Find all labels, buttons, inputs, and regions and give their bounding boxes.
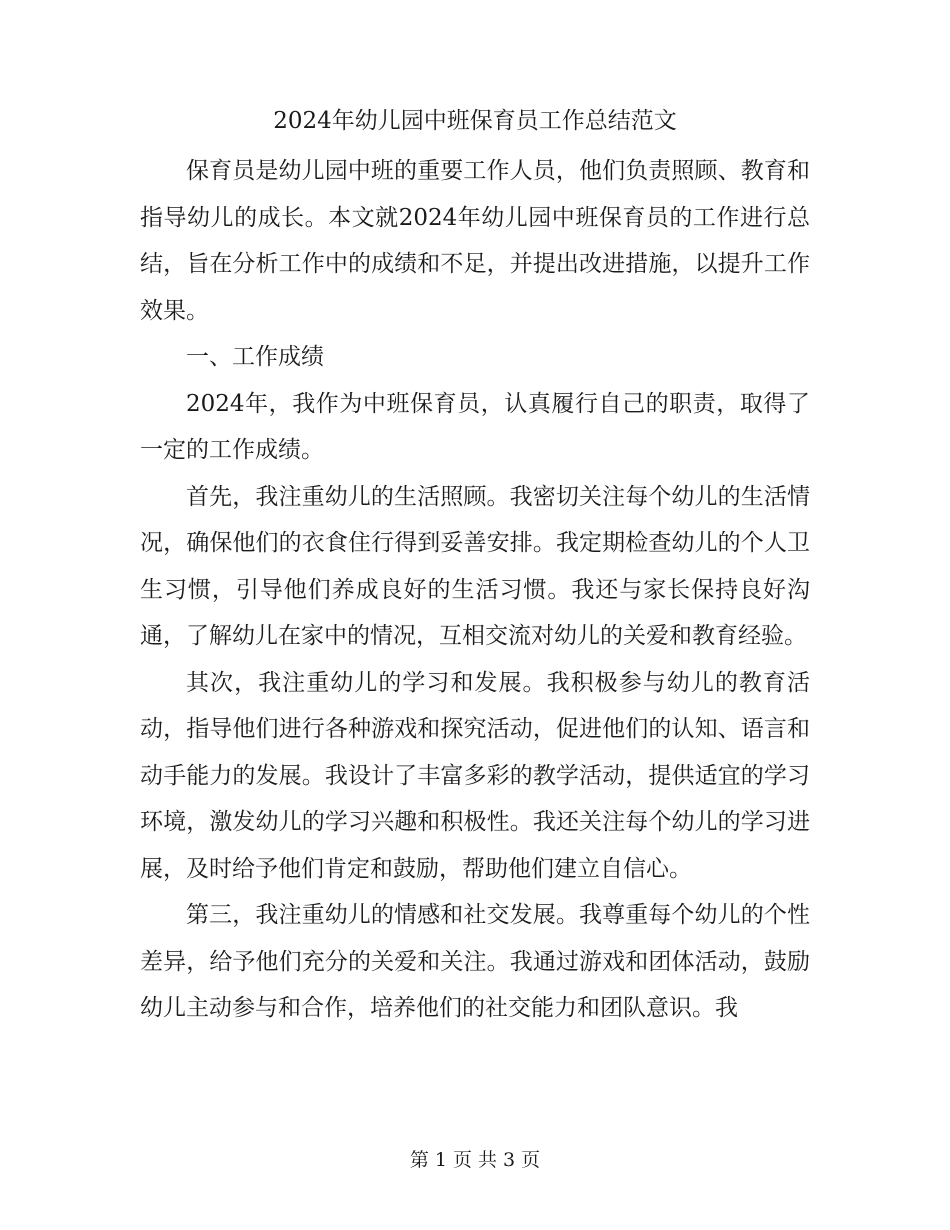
- page-number-footer: 第 1 页 共 3 页: [409, 1149, 541, 1171]
- paragraph-achievements-summary: 2024年，我作为中班保育员，认真履行自己的职责，取得了一定的工作成绩。: [140, 390, 810, 463]
- paragraph-intro: 保育员是幼儿园中班的重要工作人员，他们负责照顾、教育和指导幼儿的成长。本文就2024年幼儿园中班保育员的工作进行总结，旨在分析工作中的成绩和不足，并提出改进措施，以提升工作效果。: [140, 158, 810, 324]
- document-title: 2024年幼儿园中班保育员工作总结范文: [273, 108, 677, 134]
- section-heading-achievements: 一、工作成绩: [186, 344, 324, 370]
- document-body: [140, 148, 810, 1032]
- paragraph-social-development: 第三，我注重幼儿的情感和社交发展。我尊重每个幼儿的个性差异，给予他们充分的关爱和关注。我通过游戏和团体活动，鼓励幼儿主动参与和合作，培养他们的社交能力和团队意识。我: [140, 902, 810, 1021]
- paragraph-life-care: 首先，我注重幼儿的生活照顾。我密切关注每个幼儿的生活情况，确保他们的衣食住行得到妥善安排。我定期检查幼儿的个人卫生习惯，引导他们养成良好的生活习惯。我还与家长保持良好沟通，了解幼儿在家中的情况，互相交流对幼儿的关爱和教育经验。: [140, 483, 810, 649]
- paragraph-learning-development: 其次，我注重幼儿的学习和发展。我积极参与幼儿的教育活动，指导他们进行各种游戏和探究活动，促进他们的认知、语言和动手能力的发展。我设计了丰富多彩的教学活动，提供适宜的学习环境，激发幼儿的学习兴趣和积极性。我还关注每个幼儿的学习进展，及时给予他们肯定和鼓励，帮助他们建立自信心。: [140, 669, 810, 882]
